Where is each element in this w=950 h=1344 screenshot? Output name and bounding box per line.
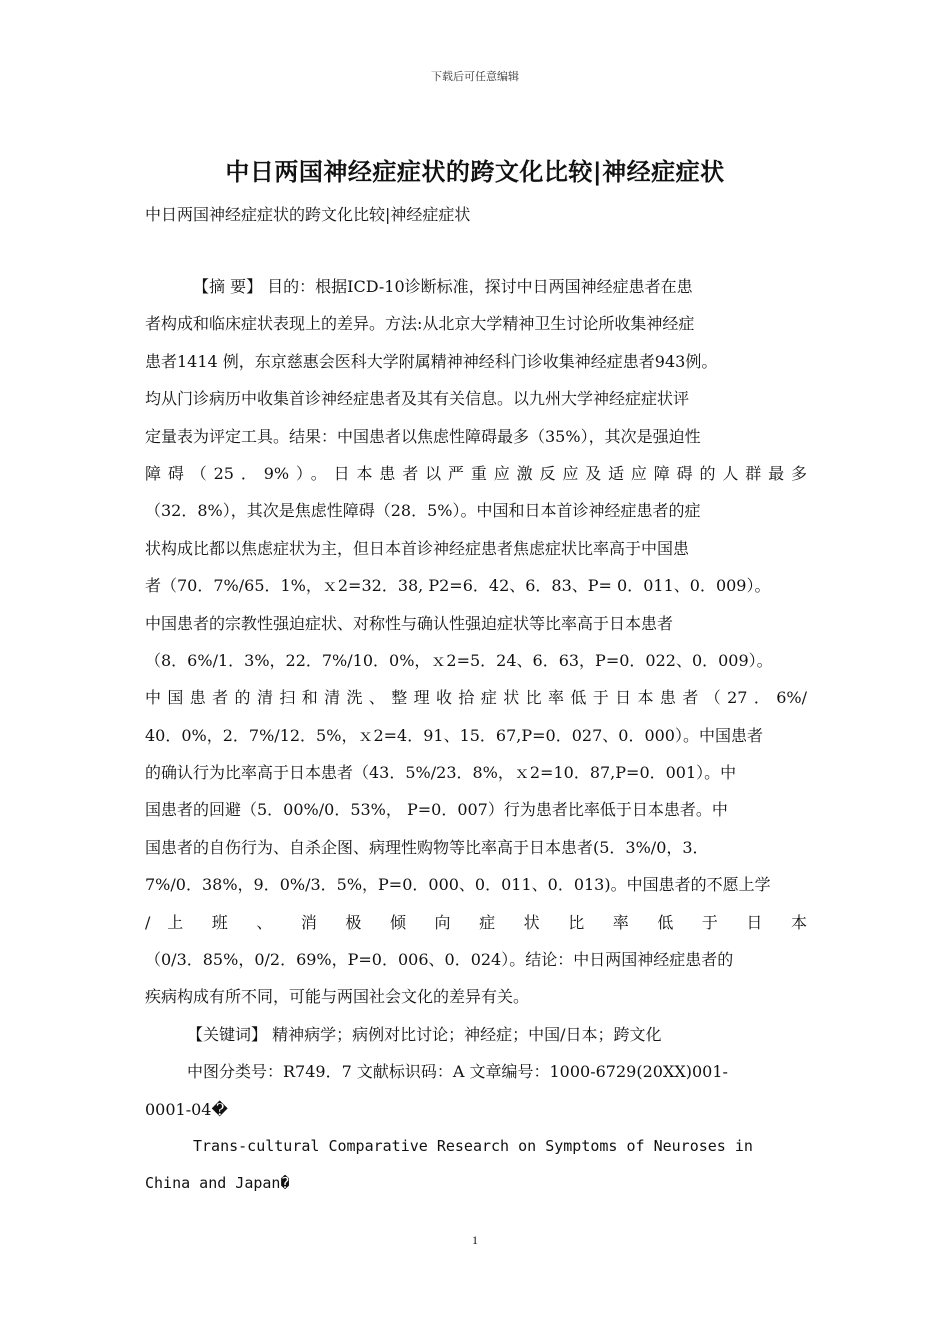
english-title-line: China and Japan� <box>145 1174 290 1193</box>
abstract-line: 者（70．7%/65．1%，ｘ2=32．38, P2=6．42、6．83、P= 0．011、0．009）。 <box>145 576 771 596</box>
classification-line: 中图分类号：R749．7 文献标识码：A 文章编号：1000-6729(20XX)001- <box>187 1062 728 1082</box>
classification-line: 0001-04� <box>145 1099 228 1119</box>
abstract-line: 【摘 要】 目的：根据ICD-10诊断标准，探讨中日两国神经症患者在患 <box>193 277 693 296</box>
abstract-line: 状构成比都以焦虑症状为主，但日本首诊神经症患者焦虑症状比率高于中国患 <box>145 538 690 558</box>
page-number: 1 <box>472 1233 478 1247</box>
abstract-line: 定量表为评定工具。结果：中国患者以焦虑性障碍最多（35%），其次是强迫性 <box>145 426 701 446</box>
header-note: 下载后可任意编辑 <box>431 70 519 83</box>
document-subtitle: 中日两国神经症症状的跨文化比较|神经症症状 <box>145 205 471 224</box>
keywords-line: 【关键词】 精神病学；病例对比讨论；神经症；中国/日本；跨文化 <box>187 1024 662 1044</box>
abstract-line: 的确认行为比率高于日本患者（43．5%/23．8%，ｘ2=10．87,P=0．001）。中 <box>145 763 737 783</box>
abstract-line: 国患者的自伤行为、自杀企图、病理性购物等比率高于日本患者(5．3%/0，3． <box>145 837 709 857</box>
english-title-line: Trans-cultural Comparative Research on Symptoms of Neuroses in <box>193 1136 753 1155</box>
abstract-line: 40．0%，2．7%/12．5%，ｘ2=4．91、15．67,P=0．027、0．000）。中国患者 <box>145 725 763 745</box>
abstract-line: 国患者的回避（5．00%/0．53%， P=0．007）行为患者比率低于日本患者。中 <box>145 800 728 820</box>
abstract-line: （0/3．85%，0/2．69%，P=0．006、0．024）。结论：中日两国神经症患者的 <box>145 950 734 970</box>
abstract-line: 患者1414 例，东京慈惠会医科大学附属精神神经科门诊收集神经症患者943例。 <box>145 351 718 371</box>
abstract-line: 7%/0．38%，9．0%/3．5%，P=0．000、0．011、0．013)。中国患者的不愿上学 <box>145 875 771 895</box>
abstract-line: 中国患者的宗教性强迫症状、对称性与确认性强迫症状等比率高于日本患者 <box>145 613 674 633</box>
abstract-line: 疾病构成有所不同，可能与两国社会文化的差异有关。 <box>145 987 530 1007</box>
abstract-line: （8．6%/1．3%，22．7%/10．0%，ｘ2=5．24、6．63，P=0．022、0．009）。 <box>145 650 773 670</box>
abstract-line: （32．8%），其次是焦虑性障碍（28．5%）。中国和日本首诊神经症患者的症 <box>145 501 701 521</box>
abstract-line: 中国患者的清扫和清洗、整理收拾症状比率低于日本患者（27．6%/ <box>145 688 807 708</box>
abstract-body <box>145 268 807 1203</box>
abstract-line: 障碍（25．9%）。日本患者以严重应激反应及适应障碍的人群最多 <box>145 463 807 483</box>
abstract-line: / 上 班 、 消 极 倾 向 症 状 比 率 低 于 日 本 <box>145 912 807 932</box>
abstract-line: 均从门诊病历中收集首诊神经症患者及其有关信息。以九州大学神经症症状评 <box>145 389 690 409</box>
abstract-line: 者构成和临床症状表现上的差异。方法:从北京大学精神卫生讨论所收集神经症 <box>145 314 695 334</box>
document-title: 中日两国神经症症状的跨文化比较|神经症症状 <box>225 158 725 186</box>
